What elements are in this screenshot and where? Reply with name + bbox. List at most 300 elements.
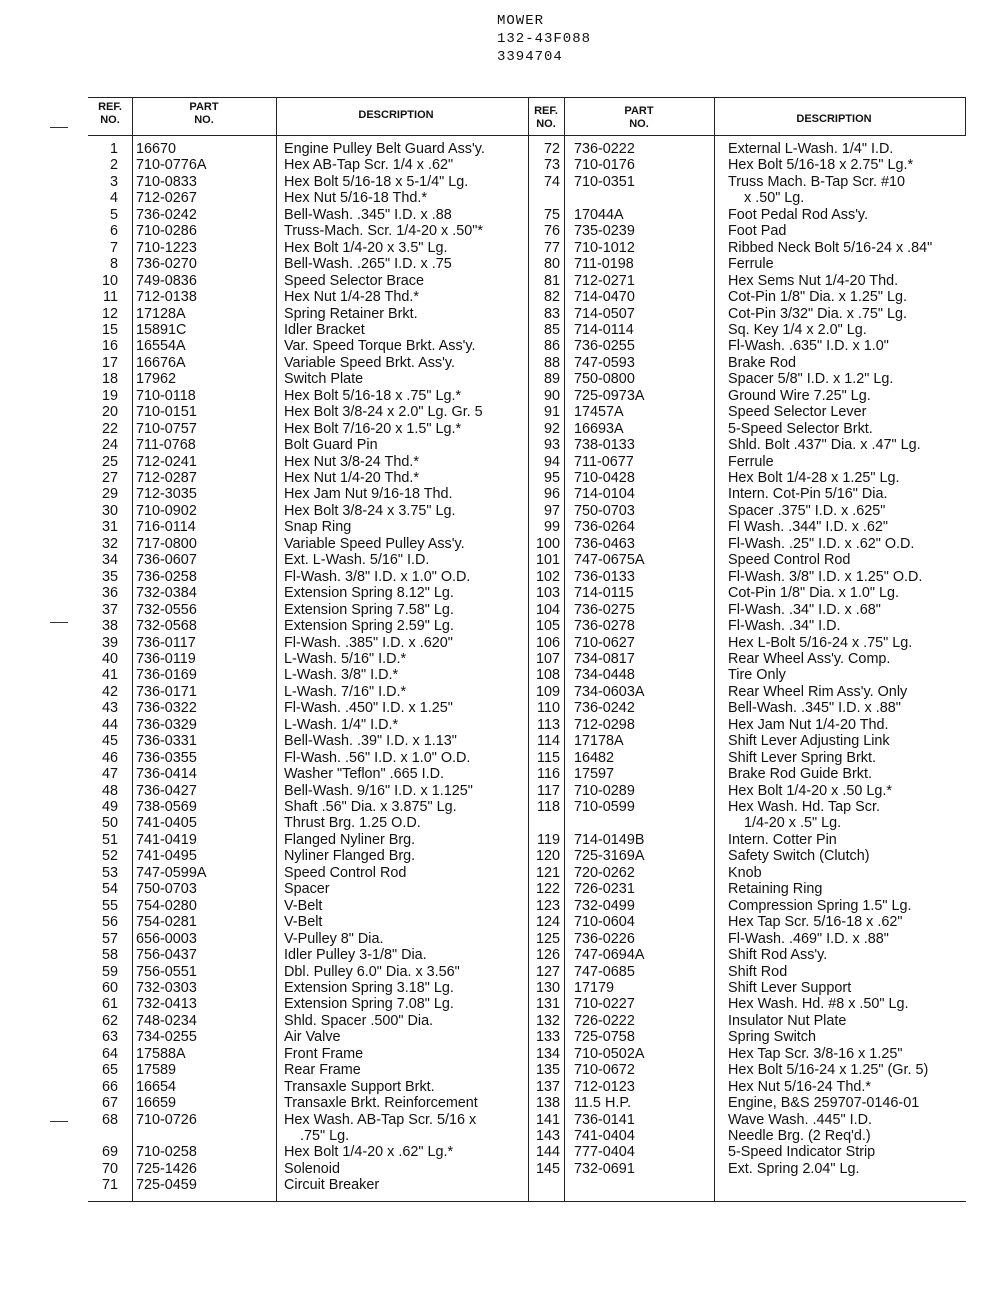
part-number: 710-1223 — [136, 239, 197, 256]
ref-number: 119 — [537, 831, 560, 848]
part-description: Hex Wash. Hd. Tap Scr. — [728, 799, 880, 815]
part-number: 748-0234 — [136, 1012, 197, 1029]
part-number: 736-0242 — [574, 700, 635, 717]
part-description: Extension Spring 8.12" Lg. — [284, 585, 454, 602]
left-table-row — [88, 1177, 966, 1193]
ref-number: 77 — [543, 239, 560, 256]
part-description: Brake Rod Guide Brkt. — [728, 766, 872, 783]
part-number: 710-0176 — [574, 157, 635, 174]
part-number: 736-0226 — [574, 930, 635, 947]
ref-number: 47 — [101, 766, 118, 783]
part-description: Fl-Wash. .385" I.D. x .620" — [284, 634, 453, 651]
right-table-row — [88, 437, 966, 453]
ref-number: 55 — [101, 897, 118, 914]
ref-number: 102 — [535, 568, 560, 585]
part-number: 17457A — [574, 404, 624, 421]
part-description: Hex Nut 5/16-18 Thd.* — [284, 190, 427, 207]
ref-number: 63 — [101, 1029, 118, 1046]
right-table-row — [88, 273, 966, 289]
right-table-row — [88, 783, 966, 799]
ref-number: 59 — [101, 963, 118, 980]
part-description: Hex Wash. Hd. #8 x .50" Lg. — [728, 996, 909, 1013]
ref-number: 130 — [535, 979, 560, 996]
parts-list-table — [88, 97, 966, 1201]
part-description: Ferrule — [728, 453, 774, 470]
ref-number: 104 — [535, 601, 560, 618]
ref-number: 93 — [543, 437, 560, 454]
part-number: 712-3035 — [136, 486, 197, 503]
part-number: 710-0289 — [574, 782, 635, 799]
part-description: L-Wash. 5/16" I.D.* — [284, 650, 407, 667]
right-table-row — [88, 338, 966, 354]
part-number: 710-0118 — [136, 387, 196, 404]
ref-number: 3 — [109, 173, 118, 190]
part-description: Ext. L-Wash. 5/16" I.D. — [284, 552, 430, 569]
part-number: 16670 — [136, 141, 177, 157]
part-description: Solenoid — [284, 1160, 341, 1177]
part-number: 17128A — [136, 305, 186, 322]
part-description: Air Valve — [284, 1029, 341, 1046]
part-number: 747-0675A — [574, 552, 645, 569]
part-description: Shift Rod Ass'y. — [728, 947, 828, 964]
part-description: Hex Tap Scr. 5/16-18 x .62" — [728, 914, 903, 931]
right-table-row — [88, 684, 966, 700]
column-header-description: DESCRIPTION — [358, 109, 434, 121]
column-rule — [965, 97, 966, 135]
header-model-number: 132-43F088 — [497, 31, 592, 47]
part-description: Intern. Cotter Pin — [728, 831, 837, 848]
ref-number: 48 — [101, 782, 118, 799]
part-description: Snap Ring — [284, 519, 352, 536]
ref-number: 60 — [101, 979, 118, 996]
ref-number: 83 — [543, 305, 560, 322]
ref-number: 51 — [101, 831, 118, 848]
right-table-row — [88, 207, 966, 223]
part-description: Ribbed Neck Bolt 5/16-24 x .84" — [728, 239, 933, 256]
part-number: 741-0495 — [136, 848, 197, 865]
part-number: 711-0768 — [136, 437, 196, 454]
part-number: 16676A — [136, 354, 186, 371]
part-description: Compression Spring 1.5" Lg. — [728, 897, 912, 914]
ref-number: 29 — [101, 486, 118, 503]
part-description: Engine, B&S 259707-0146-01 — [728, 1095, 920, 1112]
right-table-row — [88, 651, 966, 667]
part-description: Shift Lever Adjusting Link — [728, 733, 890, 750]
ref-number: 45 — [101, 733, 118, 750]
part-description: V-Belt — [284, 897, 323, 914]
right-table-row — [88, 1079, 966, 1095]
part-number: 17597 — [574, 766, 615, 783]
part-number: 732-0691 — [574, 1160, 635, 1177]
part-number: 736-0414 — [136, 766, 197, 783]
ref-number: 58 — [101, 947, 118, 964]
ref-number: 19 — [101, 387, 118, 404]
part-number: 734-0603A — [574, 683, 645, 700]
ref-number: 89 — [543, 371, 560, 388]
part-description: L-Wash. 3/8" I.D.* — [284, 667, 399, 684]
ref-number: 46 — [101, 749, 118, 766]
ref-number: 24 — [101, 437, 118, 454]
ref-number: 22 — [101, 420, 118, 437]
part-description: Fl-Wash. .34" I.D. — [728, 618, 841, 635]
ref-number: 11 — [103, 289, 118, 306]
right-table-row — [88, 503, 966, 519]
part-number: 736-0355 — [136, 749, 197, 766]
table-top-rule — [88, 97, 966, 98]
right-table-row — [88, 815, 966, 831]
part-description: Fl Wash. .344" I.D. x .62" — [728, 519, 889, 536]
part-number: 736-0117 — [136, 634, 196, 651]
column-header-description-right: DESCRIPTION — [796, 113, 872, 125]
ref-number: 121 — [535, 864, 560, 881]
ref-number: 38 — [101, 618, 118, 635]
right-table-row — [88, 569, 966, 585]
part-description: Retaining Ring — [728, 881, 823, 898]
part-description: 5-Speed Indicator Strip — [728, 1144, 876, 1161]
part-number: 736-0463 — [574, 535, 635, 552]
part-number: 712-0138 — [136, 289, 197, 306]
part-description: Hex Bolt 3/8-24 x 2.0" Lg. Gr. 5 — [284, 404, 483, 421]
ref-number: 137 — [535, 1078, 560, 1095]
right-table-row — [88, 223, 966, 239]
part-number: 11.5 H.P. — [574, 1095, 632, 1112]
ref-number: 72 — [543, 141, 560, 157]
part-number: 736-0258 — [136, 568, 197, 585]
part-number: 756-0437 — [136, 947, 197, 964]
part-number: 710-0227 — [574, 996, 635, 1013]
ref-number: 12 — [101, 305, 118, 322]
ref-number: 126 — [535, 947, 560, 964]
ref-number: 8 — [109, 256, 118, 273]
part-number: 736-0329 — [136, 716, 197, 733]
ref-number: 20 — [101, 404, 118, 421]
right-table-row — [88, 881, 966, 897]
part-description: Engine Pulley Belt Guard Ass'y. — [284, 141, 485, 157]
right-table-row — [88, 667, 966, 683]
part-number: 17044A — [574, 206, 624, 223]
right-table-row — [88, 421, 966, 437]
part-number: 712-0123 — [574, 1078, 635, 1095]
part-number: 16554A — [136, 338, 186, 355]
part-number: 732-0384 — [136, 585, 197, 602]
ref-number: 90 — [543, 387, 560, 404]
part-description: Rear Wheel Rim Ass'y. Only — [728, 683, 908, 700]
part-number: 732-0556 — [136, 601, 197, 618]
ref-number: 96 — [543, 486, 560, 503]
right-table-row — [88, 635, 966, 651]
right-table-row — [88, 240, 966, 256]
right-table-row — [88, 700, 966, 716]
part-description: L-Wash. 7/16" I.D.* — [284, 683, 407, 700]
ref-number: 74 — [543, 173, 560, 190]
right-table-row — [88, 914, 966, 930]
right-table-row — [88, 865, 966, 881]
ref-number: 99 — [543, 519, 560, 536]
part-number: 750-0703 — [574, 502, 635, 519]
part-number: 725-0973A — [574, 387, 645, 404]
part-number: 15891C — [136, 321, 187, 338]
part-description: Hex AB-Tap Scr. 1/4 x .62" — [284, 157, 454, 174]
ref-number: 66 — [101, 1078, 118, 1095]
ref-number: 95 — [543, 470, 560, 486]
ref-number: 1 — [109, 141, 118, 157]
part-description: Cot-Pin 1/8" Dia. x 1.0" Lg. — [728, 585, 899, 602]
part-description: Brake Rod — [728, 354, 796, 371]
ref-number: 114 — [537, 733, 560, 750]
part-number: 714-0115 — [574, 585, 634, 602]
ref-number: 18 — [101, 371, 118, 388]
part-number: 717-0800 — [136, 535, 197, 552]
part-description: Spacer 5/8" I.D. x 1.2" Lg. — [728, 371, 894, 388]
ref-number: 101 — [535, 552, 560, 569]
ref-number: 6 — [109, 223, 118, 240]
part-number: 725-0758 — [574, 1029, 635, 1046]
part-description: Spring Switch — [728, 1029, 816, 1046]
part-number: 17588A — [136, 1045, 186, 1062]
column-header-ref-right: REF. NO. — [534, 105, 558, 130]
part-description: Spacer — [284, 881, 330, 898]
part-number: 747-0694A — [574, 947, 645, 964]
part-number: 749-0836 — [136, 272, 197, 289]
ref-number: 42 — [101, 683, 118, 700]
ref-number: 57 — [101, 930, 118, 947]
part-description: Fl-Wash. .56" I.D. x 1.0" O.D. — [284, 749, 471, 766]
right-table-row — [88, 980, 966, 996]
part-description: Hex Bolt 5/16-18 x 5-1/4" Lg. — [284, 173, 469, 190]
part-number: 738-0569 — [136, 799, 197, 815]
right-table-row — [88, 404, 966, 420]
part-number: 712-0287 — [136, 470, 197, 486]
ref-number: 92 — [543, 420, 560, 437]
ref-number: 37 — [101, 601, 118, 618]
part-description: 1/4-20 x .5" Lg. — [744, 815, 842, 832]
part-description: Bell-Wash. .345" I.D. x .88 — [284, 206, 452, 223]
ref-number: 70 — [101, 1160, 118, 1177]
part-description: Bell-Wash. .265" I.D. x .75 — [284, 256, 452, 273]
ref-number: 54 — [101, 881, 118, 898]
part-description: Shaft .56" Dia. x 3.875" Lg. — [284, 799, 457, 815]
part-description: Switch Plate — [284, 371, 364, 388]
ref-number: 50 — [101, 815, 118, 832]
part-number: 736-0322 — [136, 700, 197, 717]
part-number: 754-0280 — [136, 897, 197, 914]
part-number: 732-0568 — [136, 618, 197, 635]
part-number: 741-0419 — [136, 831, 197, 848]
ref-number: 138 — [535, 1095, 560, 1112]
ref-number: 123 — [535, 897, 560, 914]
ref-number: 127 — [535, 963, 560, 980]
part-description: Fl-Wash. 3/8" I.D. x 1.0" O.D. — [284, 568, 471, 585]
ref-number: 7 — [109, 239, 118, 256]
ref-number: 131 — [535, 996, 560, 1013]
part-description: Spring Retainer Brkt. — [284, 305, 418, 322]
part-number: 747-0593 — [574, 354, 635, 371]
part-description: Fl-Wash. 3/8" I.D. x 1.25" O.D. — [728, 568, 923, 585]
right-table-row — [88, 717, 966, 733]
ref-number: 109 — [535, 683, 560, 700]
part-description: Hex Bolt 5/16-18 x 2.75" Lg.* — [728, 157, 914, 174]
part-number: 711-0198 — [574, 256, 634, 273]
part-description: Bell-Wash. .345" I.D. x .88" — [728, 700, 901, 717]
part-number: 710-0833 — [136, 173, 197, 190]
part-description: Transaxle Support Brkt. — [284, 1078, 435, 1095]
right-table-row — [88, 355, 966, 371]
part-number: 714-0114 — [574, 321, 634, 338]
part-description: Fl-Wash. .25" I.D. x .62" O.D. — [728, 535, 915, 552]
ref-number: 25 — [101, 453, 118, 470]
part-number: 16659 — [136, 1095, 177, 1112]
ref-number: 117 — [537, 782, 560, 799]
right-table-row — [88, 996, 966, 1012]
part-description: V-Belt — [284, 914, 323, 931]
part-description: Idler Pulley 3-1/8" Dia. — [284, 947, 427, 964]
part-description: External L-Wash. 1/4" I.D. — [728, 141, 894, 157]
part-description: Hex L-Bolt 5/16-24 x .75" Lg. — [728, 634, 913, 651]
ref-number: 2 — [109, 157, 118, 174]
part-description: 5-Speed Selector Brkt. — [728, 420, 873, 437]
part-number: 750-0703 — [136, 881, 197, 898]
right-table-row — [88, 1144, 966, 1160]
part-number: 710-0776A — [136, 157, 207, 174]
part-description: Foot Pad — [728, 223, 787, 240]
ref-number: 39 — [101, 634, 118, 651]
part-description: Hex Jam Nut 1/4-20 Thd. — [728, 716, 889, 733]
right-table-row — [88, 306, 966, 322]
part-number: 736-0242 — [136, 206, 197, 223]
ref-number: 68 — [101, 1111, 118, 1128]
part-description: Hex Bolt 1/4-20 x .62" Lg.* — [284, 1144, 454, 1161]
ref-number: 103 — [535, 585, 560, 602]
part-description: Spacer .375" I.D. x .625" — [728, 502, 886, 519]
part-number: 732-0499 — [574, 897, 635, 914]
right-table-row — [88, 371, 966, 387]
part-description: Truss Mach. B-Tap Scr. #10 — [728, 173, 906, 190]
part-description: Wave Wash. .445" I.D. — [728, 1111, 872, 1128]
right-table-row — [88, 536, 966, 552]
part-number: 17589 — [136, 1062, 177, 1079]
ref-number: 27 — [101, 470, 118, 486]
part-description: Rear Frame — [284, 1062, 361, 1079]
ref-number: 145 — [535, 1160, 560, 1177]
ref-number: 144 — [535, 1144, 560, 1161]
ref-number: 133 — [535, 1029, 560, 1046]
part-number: 777-0404 — [574, 1144, 635, 1161]
ref-number: 62 — [101, 1012, 118, 1029]
ref-number: 125 — [535, 930, 560, 947]
part-number: 17178A — [574, 733, 624, 750]
part-description: Hex Bolt 1/4-20 x .50 Lg.* — [728, 782, 892, 799]
ref-number: 81 — [543, 272, 560, 289]
part-number: 710-0604 — [574, 914, 635, 931]
right-table-row — [88, 174, 966, 190]
part-description: Knob — [728, 864, 762, 881]
part-number: 736-0275 — [574, 601, 635, 618]
part-number: 734-0817 — [574, 650, 635, 667]
right-table-row — [88, 1046, 966, 1062]
part-number: 725-0459 — [136, 1177, 197, 1194]
part-description: Hex Nut 3/8-24 Thd.* — [284, 453, 419, 470]
part-description: Washer "Teflon" .665 I.D. — [284, 766, 445, 783]
right-table-row — [88, 799, 966, 815]
ref-number: 69 — [101, 1144, 118, 1161]
part-description: Front Frame — [284, 1045, 364, 1062]
part-description: Fl-Wash. .469" I.D. x .88" — [728, 930, 889, 947]
part-description: x .50" Lg. — [744, 190, 805, 207]
part-description: Variable Speed Brkt. Ass'y. — [284, 354, 455, 371]
column-header-ref: REF. NO. — [98, 101, 122, 126]
part-number: 734-0448 — [574, 667, 635, 684]
ref-number: 4 — [109, 190, 118, 207]
part-description: V-Pulley 8" Dia. — [284, 930, 384, 947]
ref-number: 94 — [543, 453, 560, 470]
column-header-part: PART NO. — [189, 101, 219, 126]
part-description: Hex Tap Scr. 3/8-16 x 1.25" — [728, 1045, 903, 1062]
part-description: Idler Bracket — [284, 321, 365, 338]
ref-number: 135 — [535, 1062, 560, 1079]
part-number: 736-0264 — [574, 519, 635, 536]
part-number: 732-0303 — [136, 979, 197, 996]
part-number: 714-0507 — [574, 305, 635, 322]
right-table-row — [88, 733, 966, 749]
ref-number: 56 — [101, 914, 118, 931]
header-title: MOWER — [497, 13, 545, 29]
part-description: Circuit Breaker — [284, 1177, 380, 1194]
ref-number: 141 — [535, 1111, 560, 1128]
part-description: Ground Wire 7.25" Lg. — [728, 387, 871, 404]
part-description: Hex Bolt 5/16-18 x .75" Lg.* — [284, 387, 462, 404]
part-description: Bell-Wash. 9/16" I.D. x 1.125" — [284, 782, 473, 799]
part-number: 16654 — [136, 1078, 177, 1095]
right-table-row — [88, 585, 966, 601]
margin-mark — [50, 622, 68, 623]
ref-number: 31 — [101, 519, 118, 536]
part-description: Cot-Pin 1/8" Dia. x 1.25" Lg. — [728, 289, 907, 306]
part-description: Speed Selector Brace — [284, 272, 424, 289]
ref-number: 43 — [101, 700, 118, 717]
part-number: 750-0800 — [574, 371, 635, 388]
ref-number: 5 — [109, 206, 118, 223]
ref-number: 32 — [101, 535, 118, 552]
right-table-row — [88, 964, 966, 980]
ref-number: 76 — [543, 223, 560, 240]
part-number: 756-0551 — [136, 963, 197, 980]
part-description: Bolt Guard Pin — [284, 437, 378, 454]
ref-number: 86 — [543, 338, 560, 355]
part-number: 736-0331 — [136, 733, 197, 750]
part-description: Shld. Bolt .437" Dia. x .47" Lg. — [728, 437, 921, 454]
part-description: Var. Speed Torque Brkt. Ass'y. — [284, 338, 476, 355]
part-number: 711-0677 — [574, 453, 634, 470]
ref-number: 52 — [101, 848, 118, 865]
right-table-row — [88, 618, 966, 634]
part-number: 710-0258 — [136, 1144, 197, 1161]
ref-number: 75 — [543, 206, 560, 223]
right-table-row — [88, 519, 966, 535]
ref-number: 73 — [543, 157, 560, 174]
right-table-row — [88, 1161, 966, 1177]
part-description: Truss-Mach. Scr. 1/4-20 x .50"* — [284, 223, 483, 240]
part-number: 714-0104 — [574, 486, 635, 503]
part-description: Nyliner Flanged Brg. — [284, 848, 416, 865]
part-description: Safety Switch (Clutch) — [728, 848, 870, 865]
part-number: 710-0902 — [136, 502, 197, 519]
header-bottom-rule-left — [88, 135, 528, 136]
ref-number: 71 — [101, 1177, 118, 1194]
part-description: Thrust Brg. 1.25 O.D. — [284, 815, 421, 832]
part-description: Hex Nut 1/4-28 Thd.* — [284, 289, 419, 306]
part-number: 656-0003 — [136, 930, 197, 947]
part-number: 712-0298 — [574, 716, 635, 733]
